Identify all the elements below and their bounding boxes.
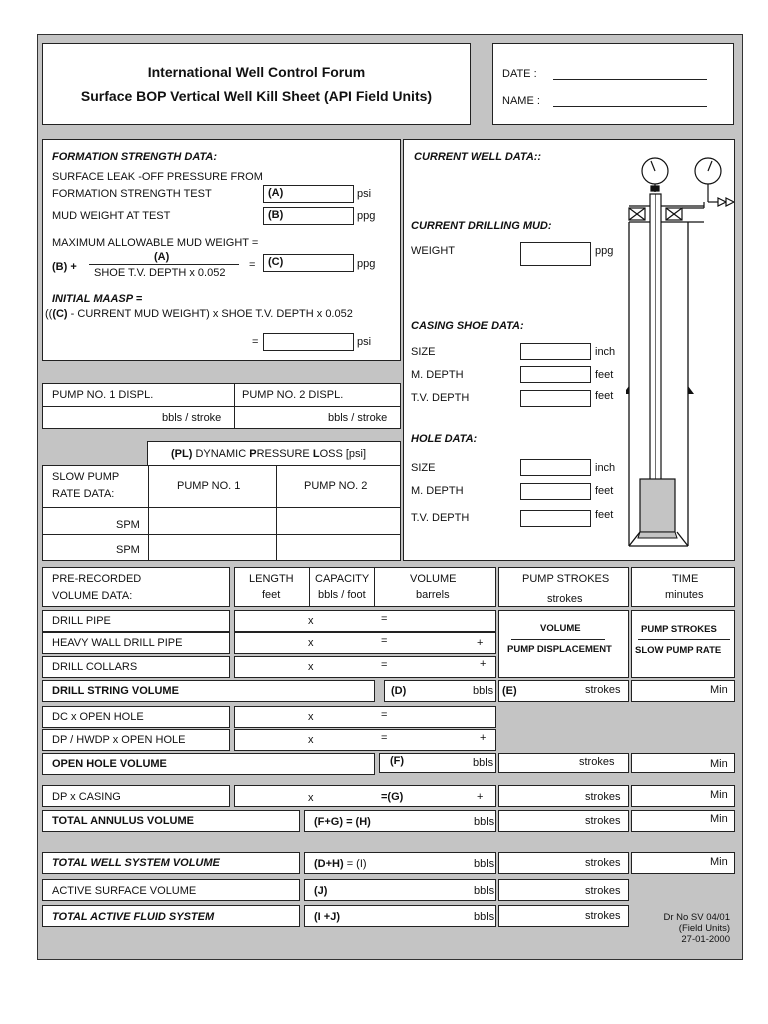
dh-label: (D+H) [314,858,344,870]
drill-string-volume-label: DRILL STRING VOLUME [52,685,179,697]
hole-mdepth-unit: feet [595,485,614,497]
dp-casing-label: DP x CASING [52,791,121,803]
slow-pump-rate-table [42,465,401,561]
drill-bit [638,532,677,538]
total-well-system-input[interactable] [304,852,496,874]
divider [309,568,310,606]
divider [148,466,149,560]
drill-string-time-input[interactable] [631,680,735,702]
total-annulus-label: TOTAL ANNULUS VOLUME [52,815,194,827]
dc-open-hole-label: DC x OPEN HOLE [52,711,144,723]
mud-weight-input[interactable] [520,242,591,266]
casing-tvdepth-label: T.V. DEPTH [411,392,470,404]
drill-collars-row-label [42,656,230,678]
pump-strokes-title: PUMP STROKES [522,573,610,585]
bbls-unit: bbls [474,911,495,923]
open-hole-volume-input[interactable] [379,753,496,773]
document-date: 27-01-2000 [681,934,730,945]
volume-unit: barrels [416,589,450,601]
eq-sign: = [381,732,388,744]
open-hole-time-input[interactable] [631,753,735,773]
d-label: (D) [391,685,407,697]
leak-off-input-a[interactable] [263,185,354,203]
maasp-open: (( [45,308,53,320]
x-sign: x [308,637,314,649]
capacity-unit: bbls / foot [318,589,366,601]
open-hole-volume-label: OPEN HOLE VOLUME [52,758,167,770]
strokes-unit: strokes [585,857,621,869]
casing-shoe-right-icon [688,386,694,394]
hwdp-row-label [42,632,230,654]
slow-pump-label-2: RATE DATA: [52,488,115,500]
c-label: (C) [268,256,284,268]
total-active-fluid-label-box [42,905,300,927]
active-surface-label: ACTIVE SURFACE VOLUME [52,885,197,897]
divider [374,568,375,606]
psi-unit-maasp: psi [357,336,372,348]
title-line-1: International Well Control Forum [147,64,366,80]
pump1-unit[interactable]: bbls / stroke [162,412,222,424]
strokes-over-rate-box [631,610,735,678]
time-title: TIME [672,573,699,585]
weight-label: WEIGHT [411,245,455,257]
pre-recorded-header [42,567,230,607]
dp-hwdp-open-hole-row-label [42,729,230,751]
ratio-volume: VOLUME [540,623,581,634]
volume-over-displacement-box [498,610,629,678]
fraction-bottom: SHOE T.V. DEPTH x 0.052 [94,267,226,279]
active-surface-strokes-input[interactable] [498,879,629,901]
x-sign: x [308,615,314,627]
total-annulus-strokes-input[interactable] [498,810,629,832]
total-well-system-label-box [42,852,300,874]
drill-string-strokes-input[interactable] [498,680,629,702]
document-number: Dr No SV 04/01 [663,912,730,923]
open-hole-strokes-input[interactable] [498,753,629,773]
pump-no-1-header: PUMP NO. 1 [177,480,241,492]
capacity-header: CAPACITY [315,573,370,585]
pre-recorded-1: PRE-RECORDED [52,573,142,585]
strokes-unit: strokes [585,791,621,803]
x-sign: x [308,711,314,723]
hwdp-label: HEAVY WALL DRILL PIPE [52,637,183,649]
pump-strokes-header [498,567,629,607]
min-unit: Min [710,813,728,825]
b-plus: (B) + [52,261,77,273]
eq-sign: = [381,659,388,671]
title-box [42,43,471,125]
total-annulus-label-box [42,810,300,832]
pump1-displ-label: PUMP NO. 1 DISPL. [52,389,154,401]
total-annulus-time-input[interactable] [631,810,735,832]
pl-l: L [312,448,320,460]
plus-sign: + [480,732,487,744]
x-sign: x [308,661,314,673]
drill-pipe-row-input[interactable] [234,610,496,632]
annulus-gauge-icon [695,158,734,206]
length-header: LENGTH [249,573,294,585]
pre-recorded-2: VOLUME DATA: [52,590,133,602]
a-label: (A) [268,187,284,199]
ppg-unit: ppg [357,210,376,222]
hole-tvdepth-unit: feet [595,509,614,521]
strokes-unit: strokes [579,756,615,768]
divider [43,507,400,508]
pump-strokes-unit: strokes [547,593,583,605]
max-mud-weight-input-c[interactable] [263,254,354,272]
casing-tvdepth-unit: feet [595,390,614,402]
formation-strength-section [42,139,401,361]
ratio-slow-pump-rate: SLOW PUMP RATE [635,645,722,656]
casing-mdepth-input[interactable] [520,366,591,383]
open-hole-volume-label-box [42,753,375,775]
pl-title [171,448,366,461]
dp-casing-row-input[interactable] [234,785,496,807]
ij-label: (I +J) [314,911,340,923]
total-well-system-strokes-input[interactable] [498,852,629,874]
x-sign: x [308,792,314,804]
total-well-system-time-input[interactable] [631,852,735,874]
drill-collars-row-input[interactable] [234,656,496,678]
leak-off-label-2: FORMATION STRENGTH TEST [52,188,212,200]
maasp-formula [45,308,353,321]
g-label: =(G) [381,791,404,803]
strokes-unit: strokes [585,815,621,827]
drilling-mud-heading: CURRENT DRILLING MUD: [411,220,552,232]
name-input-line[interactable] [553,106,707,107]
leak-off-label-1: SURFACE LEAK -OFF PRESSURE FROM [52,171,263,183]
casing-mdepth-label: M. DEPTH [411,369,464,381]
drill-pipe-label: DRILL PIPE [52,615,111,627]
hole-mdepth-input[interactable] [520,483,591,500]
f-label: (F) [390,755,405,767]
eq-sign: = [381,635,388,647]
pl-prefix: (PL) [171,448,193,460]
dp-casing-row-label [42,785,230,807]
weight-unit: ppg [595,245,614,257]
time-header [631,567,735,607]
drill-collars-label: DRILL COLLARS [52,661,138,673]
spm-label-1: SPM [116,519,140,531]
plus-sign: + [477,791,484,803]
date-label: DATE : [502,68,537,80]
pl-text-3: OSS [psi] [319,448,367,460]
document-units: (Field Units) [678,923,730,934]
ratio-line [638,639,730,640]
fraction-top: (A) [154,251,170,263]
casing-tvdepth-input[interactable] [520,390,591,407]
equals-sign: = [249,259,256,271]
pl-header [147,441,401,466]
well-schematic-diagram [626,154,734,554]
dp-casing-strokes-input[interactable] [498,785,629,807]
total-active-fluid-input[interactable] [304,905,496,927]
maasp-heading: INITIAL MAASP = [52,293,143,305]
divider [43,406,400,407]
psi-unit: psi [357,188,372,200]
total-active-fluid-label: TOTAL ACTIVE FLUID SYSTEM [52,911,215,923]
ppg-unit-c: ppg [357,258,376,270]
total-annulus-input[interactable] [304,810,496,832]
pump2-unit[interactable]: bbls / stroke [328,412,388,424]
drill-pipe-row-label [42,610,230,632]
pl-text-1: DYNAMIC [192,448,250,460]
fraction-line [89,264,239,265]
strokes-unit: strokes [585,684,621,696]
spm-label-2: SPM [116,544,140,556]
casing-size-input[interactable] [520,343,591,360]
length-unit: feet [262,589,281,601]
min-unit: Min [710,684,728,696]
ratio-pump-strokes: PUMP STROKES [641,624,717,635]
min-unit: Min [710,856,728,868]
bbls-unit: bbls [473,685,494,697]
eq-sign: = [381,709,388,721]
bbls-unit: bbls [473,757,494,769]
slow-pump-label-1: SLOW PUMP [52,471,120,483]
dc-open-hole-row-label [42,706,230,728]
title-line-2: Surface BOP Vertical Well Kill Sheet (API Field Units) [80,88,433,104]
volume-header: VOLUME [410,573,457,585]
maasp-c: (C) [52,308,68,320]
ratio-line [511,639,605,640]
drill-string-volume-label-box [42,680,375,702]
divider [234,384,235,428]
dp-hwdp-open-hole-row-input[interactable] [234,729,496,751]
bbls-unit: bbls [474,885,495,897]
casing-size-unit: inch [595,346,616,358]
divider [276,466,277,560]
min-unit: Min [710,789,728,801]
date-input-line[interactable] [553,79,707,80]
bbls-unit: bbls [474,816,495,828]
b-label: (B) [268,209,284,221]
min-unit: Min [710,758,728,770]
bbls-unit: bbls [474,858,495,870]
i-label: = (I) [343,858,367,870]
drill-collars [640,479,675,532]
hole-size-input[interactable] [520,459,591,476]
active-surface-label-box [42,879,300,901]
dp-casing-time-input[interactable] [631,785,735,807]
drill-string-volume-input[interactable] [384,680,496,702]
current-well-heading: CURRENT WELL DATA:: [414,151,542,163]
casing-shoe-left-icon [626,386,629,394]
x-sign: x [308,734,314,746]
hole-tvdepth-label: T.V. DEPTH [411,512,470,524]
dp-hwdp-open-hole-label: DP / HWDP x OPEN HOLE [52,734,186,746]
hole-data-heading: HOLE DATA: [411,433,478,445]
casing-mdepth-unit: feet [595,369,614,381]
hole-tvdepth-input[interactable] [520,510,591,527]
casing-size-label: SIZE [411,346,436,358]
maasp-rest: - CURRENT MUD WEIGHT) x SHOE T.V. DEPTH x 0.052 [67,308,353,320]
plus-sign: + [477,637,484,649]
pump-no-2-header: PUMP NO. 2 [304,480,368,492]
time-unit: minutes [665,589,704,601]
max-mud-weight-label: MAXIMUM ALLOWABLE MUD WEIGHT = [52,237,259,249]
strokes-unit: strokes [585,910,621,922]
date-name-box [492,43,734,125]
eq-sign: = [381,613,388,625]
strokes-unit: strokes [585,885,621,897]
pl-text-2: RESSURE [256,448,313,460]
formation-heading: FORMATION STRENGTH DATA: [52,151,217,163]
dc-open-hole-row-input[interactable] [234,706,496,728]
mud-weight-input-b[interactable] [263,207,354,225]
hole-size-label: SIZE [411,462,436,474]
hwdp-row-input[interactable] [234,632,496,654]
divider [43,534,400,535]
active-surface-input[interactable] [304,879,496,901]
plus-sign: + [480,658,487,670]
e-label: (E) [502,685,517,697]
dhi-label [314,858,367,871]
total-well-system-label: TOTAL WELL SYSTEM VOLUME [52,857,220,869]
mud-weight-test-label: MUD WEIGHT AT TEST [52,210,171,222]
length-capacity-volume-header [234,567,496,607]
bop-stack [629,202,704,222]
fgh-label: (F+G) = (H) [314,816,371,828]
drillpipe-gauge-icon [642,158,668,192]
j-label: (J) [314,885,328,897]
hole-mdepth-label: M. DEPTH [411,485,464,497]
hole-size-unit: inch [595,462,616,474]
maasp-input[interactable] [263,333,354,351]
current-well-data-section [403,139,735,561]
name-label: NAME : [502,95,540,107]
maasp-equals: = [252,336,259,348]
pump-displacement-table [42,383,401,429]
casing-shoe-heading: CASING SHOE DATA: [411,320,524,332]
ratio-pump-displacement: PUMP DISPLACEMENT [507,644,612,655]
pl-p: P [249,448,257,460]
pump2-displ-label: PUMP NO. 2 DISPL. [242,389,344,401]
